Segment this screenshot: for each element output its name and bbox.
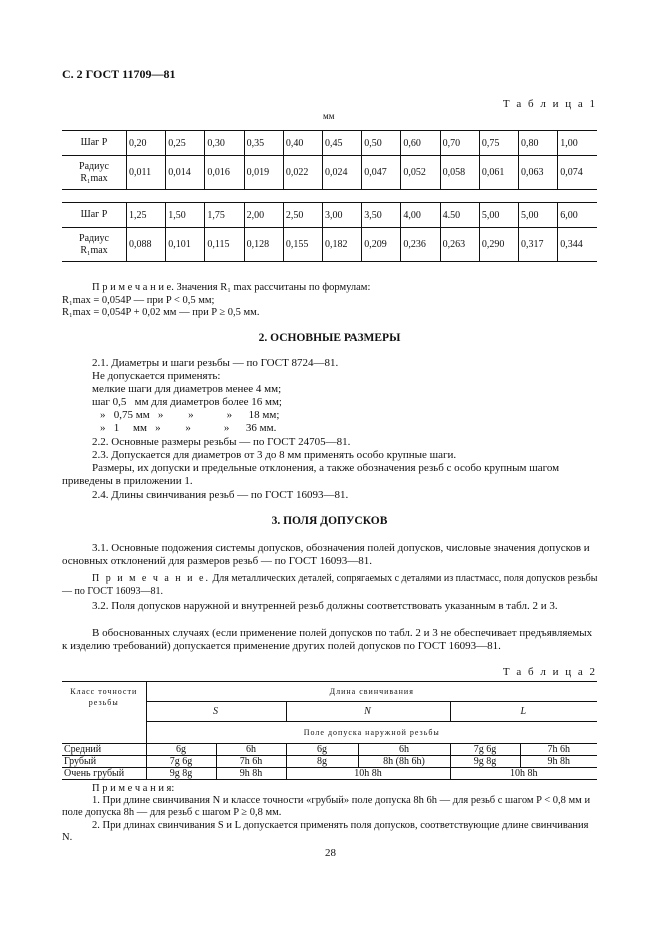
- para-3-3: В обоснованных случаях (если применение полей допусков по табл. 2 и 3 не обеспечивает предъявляемых к изделию требований) допускается применение других полей допусков по ГОСТ 16093—81.: [62, 627, 593, 652]
- cell-pitch: 3,00: [323, 203, 362, 228]
- cell-radius: 0,011: [127, 156, 166, 190]
- cell-pitch: 0,80: [519, 131, 558, 156]
- cell-pitch: 5,00: [519, 203, 558, 228]
- cell-pitch: 1,00: [558, 131, 597, 156]
- table1-block1: [62, 130, 597, 190]
- table2: [62, 681, 597, 780]
- cell-field: 9h 8h: [216, 768, 286, 780]
- cell-field: 8h (8h 6h): [358, 756, 450, 768]
- note-2: 2. При длинах свинчивания S и L допускается применять поля допусков, соответствующие длине свинчивания N.: [62, 820, 589, 843]
- cell-pitch: 4,00: [401, 203, 440, 228]
- cell-pitch: 1,50: [166, 203, 205, 228]
- header-n: N: [286, 702, 450, 722]
- cell-pitch: 0,25: [166, 131, 205, 156]
- cell-radius: 0,115: [205, 228, 244, 262]
- page-number: 28: [325, 847, 336, 859]
- cell-pitch: 3,50: [362, 203, 401, 228]
- cell-pitch: 0,70: [440, 131, 479, 156]
- table1-note: П р и м е ч а н и е. Значения R₁ max рассчитаны по формулам:: [92, 282, 371, 293]
- cell-field: 9g 8g: [146, 768, 216, 780]
- cell-radius: 0,016: [205, 156, 244, 190]
- formula-2: R₁max = 0,054P + 0,02 мм — при P ≥ 0,5 мм.: [62, 307, 260, 318]
- row-label-pitch: Шаг P: [62, 203, 127, 228]
- cell-pitch: 1,75: [205, 203, 244, 228]
- note-1: 1. При длине свинчивания N и классе точности «грубый» поле допуска 8h 6h — для резьб с шагом P < 0,8 мм и поле допуска 8h — для резьб с шагом P ≥ 0,8 мм.: [62, 795, 591, 818]
- cell-pitch: 0,60: [401, 131, 440, 156]
- cell-radius: 0,263: [440, 228, 479, 262]
- cell-radius: 0,047: [362, 156, 401, 190]
- para-2-1-item: мелкие шаги для диаметров менее 4 мм;: [92, 383, 282, 395]
- cell-radius: 0,209: [362, 228, 401, 262]
- class-name: Грубый: [62, 756, 146, 768]
- cell-field: 7g 6g: [146, 756, 216, 768]
- cell-field: 10h 8h: [450, 768, 597, 780]
- para-2-1-item: » 0,75 мм » » » 18 мм;: [100, 409, 280, 421]
- cell-field: 6g: [286, 744, 358, 756]
- cell-radius: 0,024: [323, 156, 362, 190]
- cell-pitch: 0,40: [283, 131, 322, 156]
- cell-radius: 0,128: [244, 228, 283, 262]
- cell-radius: 0,061: [479, 156, 518, 190]
- cell-field: 6g: [146, 744, 216, 756]
- table1-block2: [62, 202, 597, 262]
- para-2-1-item: » 1 мм » » » 36 мм.: [100, 422, 277, 434]
- para-2-1-text: Не допускается применять:: [92, 370, 221, 382]
- formula-1: R₁max = 0,054P — при P < 0,5 мм;: [62, 295, 215, 306]
- cell-radius: 0,236: [401, 228, 440, 262]
- cell-field: 7g 6g: [450, 744, 520, 756]
- para-2-2: 2.2. Основные размеры резьбы — по ГОСТ 24705—81.: [92, 436, 351, 448]
- cell-field: 7h 6h: [216, 756, 286, 768]
- para-2-3: 2.3. Допускается для диаметров от 3 до 8 мм применять особо крупные шаги.: [92, 449, 457, 461]
- cell-radius: 0,022: [283, 156, 322, 190]
- table1-unit: мм: [323, 111, 335, 121]
- cell-field: 8g: [286, 756, 358, 768]
- cell-pitch: 0,75: [479, 131, 518, 156]
- row-label-pitch: Шаг P: [62, 131, 127, 156]
- row-label-radius: Радиус R₁max: [79, 232, 109, 256]
- section-2-title: 2. ОСНОВНЫЕ РАЗМЕРЫ: [258, 332, 401, 344]
- cell-radius: 0,014: [166, 156, 205, 190]
- header-class: Класс точности резьбы: [62, 682, 146, 744]
- class-name: Средний: [62, 744, 146, 756]
- cell-field: 9h 8h: [520, 756, 597, 768]
- cell-radius: 0,344: [558, 228, 597, 262]
- cell-radius: 0,019: [244, 156, 283, 190]
- section-3-title: 3. ПОЛЯ ДОПУСКОВ: [271, 515, 388, 527]
- cell-radius: 0,182: [323, 228, 362, 262]
- header-field: Поле допуска наружной резьбы: [146, 722, 597, 744]
- para-3-1: 3.1. Основные подожения системы допусков, обозначения полей допусков, числовые значения допусков и основных отклонений для размеров резьб — по ГОСТ 16093—81.: [62, 542, 590, 567]
- class-name: Очень грубый: [62, 768, 146, 780]
- cell-field: 9g 8g: [450, 756, 520, 768]
- cell-radius: 0,155: [283, 228, 322, 262]
- header-s: S: [146, 702, 286, 722]
- cell-pitch: 0,35: [244, 131, 283, 156]
- para-2-1: 2.1. Диаметры и шаги резьбы — по ГОСТ 8724—81.: [92, 357, 339, 369]
- cell-radius: 0,074: [558, 156, 597, 190]
- cell-pitch: 1,25: [127, 203, 166, 228]
- cell-radius: 0,088: [127, 228, 166, 262]
- cell-pitch: 0,30: [205, 131, 244, 156]
- cell-pitch: 4.50: [440, 203, 479, 228]
- cell-radius: 0,290: [479, 228, 518, 262]
- cell-pitch: 2,00: [244, 203, 283, 228]
- page-header: С. 2 ГОСТ 11709—81: [62, 67, 176, 81]
- cell-radius: 0,317: [519, 228, 558, 262]
- cell-radius: 0,052: [401, 156, 440, 190]
- cell-pitch: 0,50: [362, 131, 401, 156]
- cell-radius: 0,101: [166, 228, 205, 262]
- cell-pitch: 6,00: [558, 203, 597, 228]
- cell-field: 10h 8h: [286, 768, 450, 780]
- header-l: L: [450, 702, 597, 722]
- row-label-radius: Радиус R₁max: [79, 160, 109, 184]
- cell-radius: 0,058: [440, 156, 479, 190]
- table2-label: Т а б л и ц а 2: [502, 666, 597, 678]
- para-2-3-text: Размеры, их допуски и предельные отклонения, а также обозначения резьб с особо крупным шагом приведены в приложении 1.: [62, 462, 560, 487]
- cell-pitch: 0,45: [323, 131, 362, 156]
- section-3-note: П р и м е ч а н и е. Для металлических деталей, сопрягаемых с деталями из пластмасс, поля допусков резьбы — по ГОСТ 16093—81.: [62, 573, 598, 597]
- cell-field: 6h: [358, 744, 450, 756]
- cell-pitch: 0,20: [127, 131, 166, 156]
- para-2-4: 2.4. Длины свинчивания резьб — по ГОСТ 16093—81.: [92, 489, 349, 501]
- table1-label: Т а б л и ц а 1: [502, 98, 597, 110]
- cell-field: 6h: [216, 744, 286, 756]
- notes-title: П р и м е ч а н и я:: [92, 783, 175, 794]
- para-2-1-item: шаг 0,5 мм для диаметров более 16 мм;: [92, 396, 282, 408]
- cell-radius: 0,063: [519, 156, 558, 190]
- cell-field: 7h 6h: [520, 744, 597, 756]
- cell-pitch: 2,50: [283, 203, 322, 228]
- cell-pitch: 5,00: [479, 203, 518, 228]
- header-length: Длина свинчивания: [146, 682, 597, 702]
- para-3-2: 3.2. Поля допусков наружной и внутренней резьб должны соответствовать указанным в табл. 2 и 3.: [92, 600, 558, 612]
